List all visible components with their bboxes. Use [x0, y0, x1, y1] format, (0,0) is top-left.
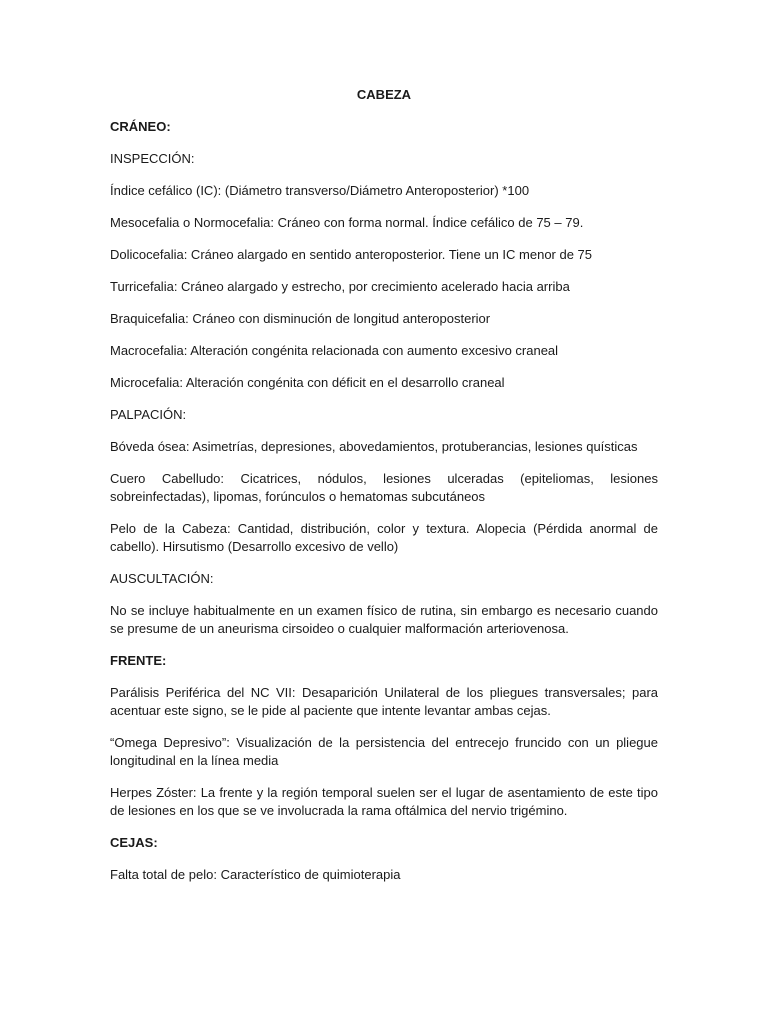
paragraph-herpes-zoster: Herpes Zóster: La frente y la región temporal suelen ser el lugar de asentamiento de este tipo de lesiones en los que se ve involucrada la rama oftálmica del nervio trigémino. — [110, 785, 658, 818]
paragraph-falta-pelo: Falta total de pelo: Característico de quimioterapia — [110, 867, 401, 882]
paragraph-auscultacion: No se incluye habitualmente en un examen físico de rutina, sin embargo es necesario cuando se presume de un aneurisma cirsoideo o cualquier malformación arteriovenosa. — [110, 603, 658, 636]
subheading-palpacion: PALPACIÓN: — [110, 407, 187, 422]
paragraph-turricefalia: Turricefalia: Cráneo alargado y estrecho, por crecimiento acelerado hacia arriba — [110, 279, 570, 294]
section-heading-frente: FRENTE: — [110, 653, 167, 668]
paragraph-cuero-cabelludo: Cuero Cabelludo: Cicatrices, nódulos, lesiones ulceradas (epiteliomas, lesiones sobreinfectadas), lipomas, forúnculos o hematomas subcutáneos — [110, 471, 658, 504]
paragraph-macrocefalia: Macrocefalia: Alteración congénita relacionada con aumento excesivo craneal — [110, 343, 559, 358]
paragraph-dolicocefalia: Dolicocefalia: Cráneo alargado en sentido anteroposterior. Tiene un IC menor de 75 — [110, 247, 593, 262]
paragraph-paralisis-periferica: Parálisis Periférica del NC VII: Desaparición Unilateral de los pliegues transversales; para acentuar este signo, se le pide al paciente que intente levantar ambas cejas. — [110, 685, 658, 718]
paragraph-boveda-osea: Bóveda ósea: Asimetrías, depresiones, abovedamientos, protuberancias, lesiones quísticas — [110, 439, 638, 454]
subheading-auscultacion: AUSCULTACIÓN: — [110, 571, 214, 586]
subheading-inspeccion: INSPECCIÓN: — [110, 151, 195, 166]
paragraph-mesocefalia: Mesocefalia o Normocefalia: Cráneo con forma normal. Índice cefálico de 75 – 79. — [110, 215, 584, 230]
section-heading-cejas: CEJAS: — [110, 835, 158, 850]
paragraph-braquicefalia: Braquicefalia: Cráneo con disminución de longitud anteroposterior — [110, 311, 491, 326]
document-page — [110, 86, 658, 898]
document-title: CABEZA — [356, 87, 412, 102]
paragraph-indice-cefalico: Índice cefálico (IC): (Diámetro transverso/Diámetro Anteroposterior) *100 — [110, 183, 530, 198]
paragraph-microcefalia: Microcefalia: Alteración congénita con déficit en el desarrollo craneal — [110, 375, 505, 390]
paragraph-pelo-cabeza: Pelo de la Cabeza: Cantidad, distribución, color y textura. Alopecia (Pérdida anormal de cabello). Hirsutismo (Desarrollo excesivo de vello) — [110, 521, 658, 554]
paragraph-omega-depresivo: “Omega Depresivo”: Visualización de la persistencia del entrecejo fruncido con un pliegue longitudinal en la línea media — [110, 735, 658, 768]
section-heading-craneo: CRÁNEO: — [110, 119, 171, 134]
